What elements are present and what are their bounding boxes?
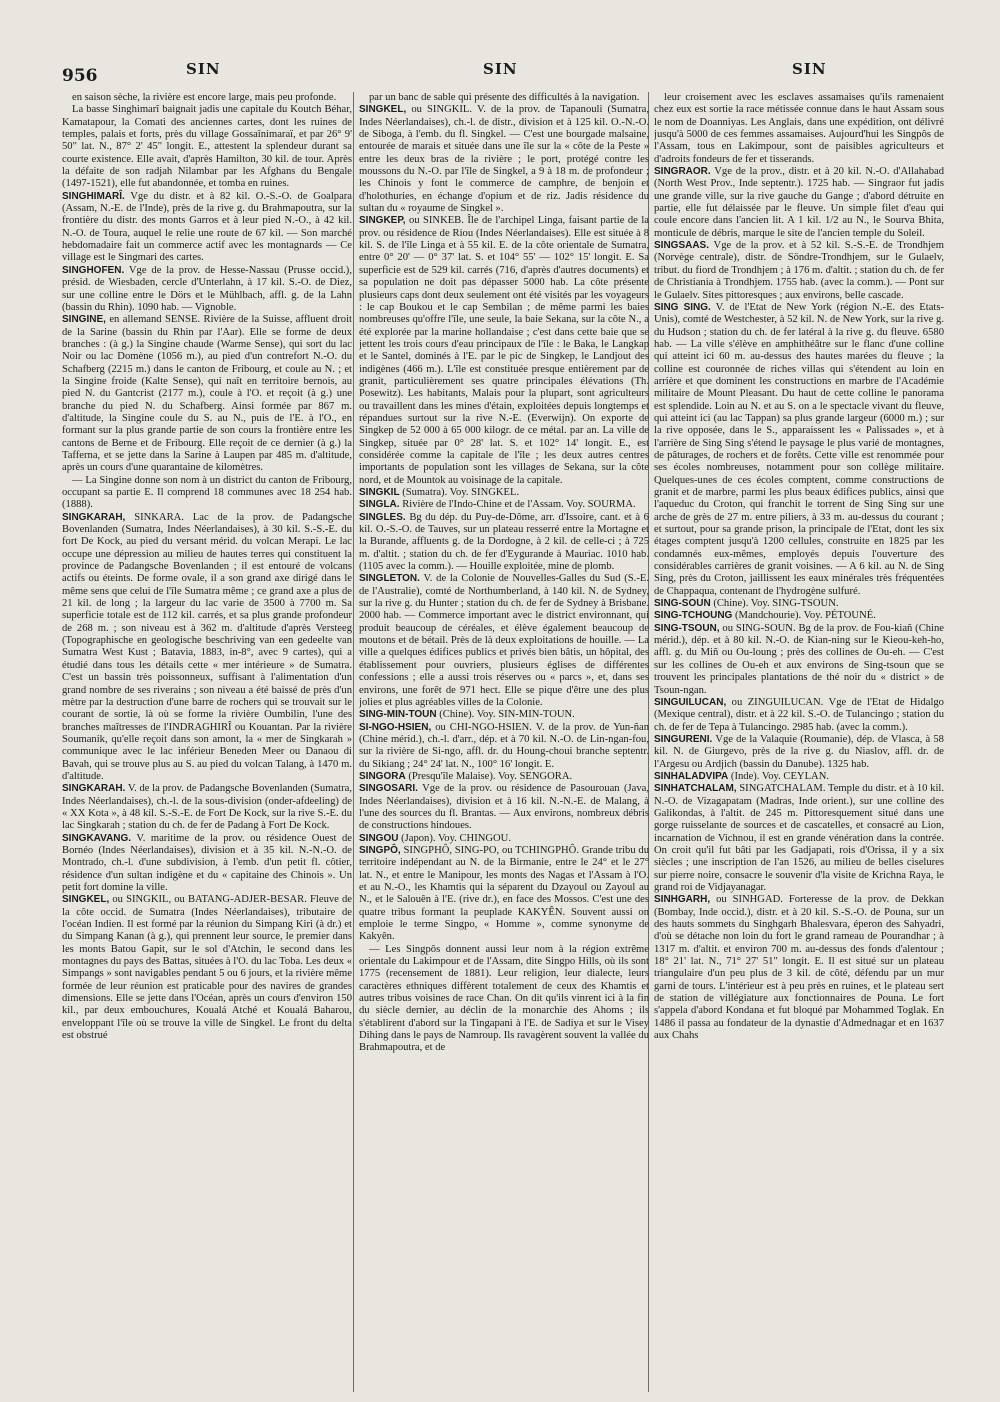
entry-text: SINKARA. Lac de la prov. de Padangsche Bovenlanden (Sumatra, Indes Néerlandaises), à 30 kil. S.-S.-E. du fort De Kock, au pied du versant mérid. du volcan Merapi. Le lac occupe une dépression au milieu de hautes terres qui constituent la province de Padangsche Bovenlanden ; il est entouré de volcans actifs ou éteints. De forme ovale, il a son grand axe dirigé dans le même sens que celui de l'île Sumatra même ; ce grand axe a plus de 21 kil. de long ; la largeur du lac varie de 3500 à 7700 m. Sa superficie totale est de 112 kil. carrés, et sa plus grande profondeur de 268 m. ; son niveau est à 362 m. d'altitude d'après Versteeg (Topographische en geologische beschriving van een gedeelte van Sumatra West Kust ; Batavia, 1883, in-8°, avec 9 cartes), qui a étudié dans tous les détails cette « mer intérieure » de Sumatra. C'est un bassin très poissonneux, suffisant à l'alimentation d'un grand nombre de ses riverains ; son niveau a été baissé de près d'un mètre par la destruction d'une barre de rochers qui se trouvait sur le courant de sortie, là où se forme la rivière Oumbilin, l'une des branches maîtresses de l'INDRAGHIRÎ ou Kouantan. Par la rivière Soumanik, qu'elle reçoit dans son amont, la « mer de Singkarah » communique avec le lac inférieur Beneden Meer ou Danaou di Bavah, qui se trouve plus au S. au pied du volcan Talang, à 1470 m. d'altitude.: [62, 511, 352, 782]
dictionary-entry: [359, 512, 649, 574]
dictionary-entry: [654, 302, 944, 598]
dictionary-entry: [62, 833, 352, 895]
dictionary-entry: [654, 623, 944, 697]
entry-headword: SING SING.: [654, 301, 711, 313]
entry-text: par un banc de sable qui présente des difficultés à la navigation.: [369, 92, 640, 103]
entry-text: en saison sèche, la rivière est encore large, mais peu profonde.: [72, 92, 337, 103]
entry-text: SINGATCHALAM. Temple du distr. et à 10 kil. N.-O. de Vizagapatam (Madras, Inde orient.), sur une colline des Galikondas, à l'altit. de 245 m. Pittoresquement situé dans une gorge ruisselante de sources et de cascatelles, et consacré au Lion, incarnation de Vichnou, il est en grande vénération dans la contrée. On croit qu'il fut bâti par les Gadjapati, rois d'Orissa, il y a six siècles ; une inscription de l'an 1526, au milieu de belles ciselures sur pierre noire, consacre le souvenir d'la visite de Krichna Raya, le grand roi de Vidjayanagar.: [654, 783, 944, 893]
entry-text: — Les Singpôs donnent aussi leur nom à la région extrême orientale du Lakimpour et de l'Assam, dite Singpo Hills, où ils sont 1775 (recensement de 1881). Leur religion, leur dialecte, leurs caractères ethniques diffèrent totalement de ceux des Khamtis et autres tribus voisines de race Chan. On dit qu'ils vinrent ici à la fin du siècle dernier, au déclin de la monarchie des Ahoms ; ils s'établirent d'abord sur la Tingapani à l'E. de Sadiya et sur le Visey Dihing dans le pays de Namroup. Ils ravagèrent souvent la vallée du Brahmapoutra, et de: [359, 943, 649, 1054]
dictionary-entry: [654, 697, 944, 734]
entry-text: leur croisement avec les esclaves assamaises qu'ils ramenaient chez eux est sortie la race métissée connue dans le haut Assam sous le nom de Doanniyas. Les Anglais, dans une expédition, ont délivré jusqu'à 5000 de ces femmes assamaises. Aujourd'hui les Singpôs de l'Assam, tous en Lakimpour, sont de paisibles agriculteurs et d'adroits fondeurs de fer et tisserands.: [654, 92, 944, 165]
entry-text: Vge de la prov., distr. et à 20 kil. N.-O. d'Allahabad (North West Prov., Inde septentr.). 1725 hab. — Singraor fut jadis une grande ville, sur la rive gauche du Gange ; d'abord détruite en partie, elle fut délaissée par le fleuve. Un simple filet d'eau qui coule encore dans l'ancien lit. A 1 kil. 1/2 au N., le Sourva Bhita, monticule de débris, marque le site de l'ancien temple du Soleil.: [654, 166, 944, 239]
entry-headword: SINGOU: [359, 832, 399, 844]
entry-text: (Inde). Voy. CEYLAN.: [730, 770, 830, 782]
dictionary-entry: [62, 191, 352, 265]
entry-headword: SING-SOUN: [654, 598, 711, 610]
entry-text: (Chine). Voy. SIN-MIN-TOUN.: [439, 709, 575, 721]
dictionary-entry: [654, 783, 944, 894]
dictionary-entry: [654, 166, 944, 240]
entry-headword: SINGLES.: [359, 511, 406, 523]
dictionary-entry: [359, 104, 649, 215]
entry-paragraph: [62, 475, 352, 512]
dictionary-entry: [654, 771, 944, 783]
entry-headword: SINGKARAH,: [62, 511, 126, 523]
entry-headword: SINHATCHALAM,: [654, 783, 737, 795]
entry-text: ou ZINGUILUCAN. Vge de l'Etat de Hidalgo (Mexique central), distr. et à 22 kil. S.-O. de Tulancingo ; station du ch. de fer de Tepa à Tulancingo. 2985 hab. (avec la comm.).: [654, 696, 944, 733]
entry-headword: SINHALADVIPA: [654, 770, 729, 782]
entry-headword: SINGSAAS.: [654, 240, 710, 252]
entry-headword: SINGINE,: [62, 314, 106, 326]
entry-paragraph: [654, 92, 944, 166]
entry-headword: SINGKEL,: [62, 894, 110, 906]
entry-text: ou SINGKIL. V. de la prov. de Tapanouli (Sumatra, Indes Néerlandaises), ch.-l. de distr., division et à 125 kil. O.-N.-O. de Siboga, à l'emb. du fl. Singkel. — C'est une bourgade malsaine, entourée de marais et située dans une île sur la « côte de la Peste » entre les deux bras de la rivière ; le port, protégé contre les moussons du N.-O. par l'île de Singkel, a 9 à 18 m. de profondeur ; les Chinois y font le commerce de camphre, de benjoin et d'holothuries, en échange d'opium et de riz. Jadis résidence du sultan du « royaume de Singkel ».: [359, 104, 649, 215]
entry-headword: SINGRAOR.: [654, 166, 711, 178]
entry-text: (Chine). Voy. SING-TSOUN.: [713, 598, 839, 610]
entry-text: ou SINHGAD. Forteresse de la prov. de Dekkan (Bombay, Inde occid.), distr. et à 20 kil. S.-S.-O. de Pouna, sur un des hauts sommets du Singhgarh Bhalesvara, éperon des Sahyadri, d'où se détache non loin du fort le grand rameau de Pourandhar ; à 1317 m. d'altit. et environ 700 m. au-dessus des fonds d'alentour ; 18° 21' lat. N., 71° 27' 51" longit. E. Il est situé sur un plateau triangulaire d'un peu plus de 3 kil. de côté, défendu par un mur garni de tours. L'intérieur est à peu près en ruines, et le plateau sert de station de villégiature aux fonctionnaires de Pouna. Le fort s'appela d'abord Kondana et fut bloqué par Mohammed Toglak. En 1486 il passa au fondateur de la dynastie d'Admednagar et en 1637 aux Chahs: [654, 894, 944, 1042]
entry-headword: SINGPÔ,: [359, 844, 401, 856]
running-head-right: SIN: [792, 60, 827, 78]
dictionary-entry: [359, 487, 649, 499]
entry-text: (Japon). Voy. CHINGOU.: [401, 832, 511, 844]
entry-text: V. maritime de la prov. ou résidence Ouest de Bornéo (Indes Néerlandaises), division et à 35 kil. N.-N.-O. de Montrado, ch.-l. d'une subdivision, à l'emb. d'un petit fl. côtier, résidence d'un sultan indigène et du « capitaine des Chinois ». Un petit fort domine la ville.: [62, 832, 352, 893]
entry-headword: SINGUILUCAN,: [654, 696, 727, 708]
dictionary-entry: [654, 610, 944, 622]
dictionary-entry: [359, 573, 649, 709]
entry-text: — La Singine donne son nom à un district du canton de Fribourg, occupant sa partie E. Il comprend 18 communes avec 18 254 hab. (1888).: [62, 474, 352, 511]
entry-text: (Mandchourie). Voy. PÉTOUNÉ.: [735, 610, 876, 622]
dictionary-entry: [359, 215, 649, 487]
entry-text: (Sumatra). Voy. SINGKEL.: [402, 487, 520, 498]
entry-text: ou SINKEB. Île de l'archipel Linga, faisant partie de la prov. ou résidence de Riou (Indes Néerlandaises). Elle est située à 8 kil. S. de l'île Linga et à 55 kil. E. de la côte orientale de Sumatra, entre 0° 20' — 0° 37' lat. S. et 104° 55' — 102° 15' longit. E. Sa superficie est de 529 kil. carrés (716, d'après d'autres documents) et sa population ne doit pas dépasser 5000 hab. La côte présente plusieurs caps dont deux seulement ont été visités par les voyageurs : le cap Boukou et le cap Sembilan ; de même parmi les baies nombreuses qu'offre l'île, une seule, la baie Sekana, sur la côte N., a été explorée par la marine hollandaise ; c'est dans cette baie que se jettent les trois cours d'eau principaux de l'île : le Baka, le Langkap et le Santel, dominés à l'E. par le pic de Singkep, le Landjout des indigènes (466 m.). L'île est constituée presque entièrement par de granit, particulièrement ses quatre principales élévations (Th. Posewitz). Les habitants, Malais pour la plupart, sont agriculteurs ou travaillent dans les mines d'étain, exploitées depuis longtemps et répandues surtout sur la rive N.-E. (Everwijn). On exporte de Singkep de 52 000 à 65 000 kilogr. de ce métal. par an. La ville de Singkep, située par 0° 28' lat. S. et 102° 14' longit. E., est considérée comme la capitale de l'île ; les deux autres centres importants de population sont les villages de Sekana, sur la côte nord, et de Mountok au voisinage de la capitale.: [359, 215, 649, 486]
entry-text: La basse Singhimarî baignait jadis une capitale du Koutch Béhar, Kamatapour, la Comati des anciennes cartes, dont les ruines de temples, palais et forts, près du village Gossaînimaraï, et par 26° 9' 50" lat. N., 87° 2' 45" longit. E., attestent la splendeur durant sa courte existence. Elle avait, d'après Hamilton, 30 kil. de tour. Après la défaite de son radjah Nilambar par les Afghans du Bengale (1497-1521), elle fut abandonnée, et tomba en ruines.: [62, 104, 352, 190]
entry-text: Vge du distr. et à 82 kil. O.-S.-O. de Goalpara (Assam, N.-E. de l'Inde), près de la rive g. du Brahmapoutra, sur la frontière du distr. des monts Garros et à leur pied N.-O., à 42 kil. N.-O. de Toura, auquel le relie une route de 67 kil. — Son marché hebdomadaire fait un commerce actif avec les montagnards — Ce village est le Singmari des cartes.: [62, 190, 352, 264]
dictionary-entry: [62, 314, 352, 474]
entry-headword: SINGURENI.: [654, 733, 713, 745]
entry-headword: SINGOSARI.: [359, 783, 418, 795]
dictionary-entry: [62, 783, 352, 832]
entry-headword: SINGKEL,: [359, 104, 407, 116]
dictionary-entry: [654, 240, 944, 302]
dictionary-entry: [654, 734, 944, 771]
entry-headword: SINHGARH,: [654, 894, 711, 906]
entry-text: Vge de la Valaquie (Roumanie), dép. de Vlasca, à 58 kil. N. de Giurgevo, près de la rive g. du Niaslov, affl. dr. de l'Argesu ou Ardjich (bassin du Danube). 1325 hab.: [654, 733, 944, 770]
entry-headword: SINGKEP,: [359, 215, 406, 227]
text-column-3: [654, 92, 944, 1392]
entry-text: (Presqu'île Malaise). Voy. SENGORA.: [408, 770, 573, 782]
dictionary-entry: [62, 265, 352, 314]
entry-paragraph: [62, 104, 352, 190]
text-column-1: [62, 92, 352, 1392]
entry-text: ou CHI-NGO-HSIEN. V. de la prov. de Yun-ñan (Chine mérid.), ch.-l. d'arr., dép. et à 70 kil. N.-O. de Lin-ngan-fou, sur la rivière de Si-ngo, affl. dr. du Houng-choui branche septentr. du Sikiang ; 24° 24' lat. N., 100° 16' longit. E.: [359, 721, 649, 770]
entry-text: Vge de la prov. ou résidence de Pasourouan (Java, Indes Néerlandaises), division et à 16 kil. N.-N.-E. de Malang, à l'une des sources du fl. Brantas. — Aux environs, nombreux débris de constructions hindoues.: [359, 783, 649, 832]
dictionary-entry: [62, 512, 352, 784]
entry-text: en allemand SENSE. Rivière de la Suisse, affluent droit de la Sarine (bassin du Rhin par l'Aar). Elle se forme de deux branches : (à g.) la Singine chaude (Warme Sense), qui sort du lac Noir ou lac Domène (1056 m.), au pied d'un contrefort N.-O. du Schafberg (2215 m.) dans le canton de Fribourg, et coule au N. ; et la Singine froide (Kalte Sense), qui naît en territoire bernois, au pied N. du Gantcrist (2177 m.), coule à l'O. et reçoit (à g.) une branche du pied N. du Schafberg. Ainsi formée par 867 m. d'altitude, la Singine coule du S. au N., puis de l'E. à l'O., en formant sur la plus grande partie de son cours la frontière entre les cantons de Berne et de Fribourg. Elle reçoit de ce dernier (à g.) la Tafferna, et se jette dans la Sarine à Laupen par 485 m. d'altitude, après un cours d'une quarantaine de kilomètres.: [62, 314, 352, 474]
entry-headword: SINGLETON.: [359, 573, 420, 585]
entry-text: Rivière de l'Indo-Chine et de l'Assam. Voy. SOURMA.: [402, 499, 636, 511]
entry-text: V. de la Colonie de Nouvelles-Galles du Sud (S.-E. de l'Australie), comté de Northumberland, à 140 kil. N. de Sydney, sur la rive g. du Hunter ; station du ch. de fer de Sydney à Brisbane. 2000 hab. — Commerce important avec le district environnant, qui produit beaucoup de céréales, et élève également beaucoup de moutons et de bétail. Près de là deux exploitations de houille. — La ville a quelques édifices publics et privés bien bâtis, un hôpital, des établissement pour ouvriers, plusieurs églises de différentes confessions ; elle a aussi trois réserves ou « parcs », et, dans ses environs, une forêt de 971 hect. Elle se pique d'être une des plus jolies et plus agréables villes de la Colonie.: [359, 573, 649, 708]
entry-headword: SINGHIMARÎ.: [62, 190, 125, 202]
entry-headword: SING-TCHOUNG: [654, 610, 733, 622]
entry-paragraph: [359, 92, 649, 104]
column-divider: [353, 92, 354, 1392]
entry-text: Bg du dép. du Puy-de-Dôme, arr. d'Issoire, cant. et à 6 kil. O.-S.-O. de Tauves, sur un plateau resserré entre la Mortagne et la Burande, affluents g. de la Dordogne, à 2 kil. de celle-ci ; à 725 m. d'altit. ; station du ch. de fer d'Eygurande à Mauriac. 1010 hab. (1105 avec la comm.). — Houille exploitée, mine de plomb.: [359, 511, 649, 573]
dictionary-entry: [359, 771, 649, 783]
dictionary-entry: [359, 783, 649, 832]
dictionary-entry: [359, 833, 649, 845]
entry-headword: SING-MIN-TOUN: [359, 709, 437, 721]
entry-headword: SINGKAVANG.: [62, 832, 132, 844]
entry-paragraph: [359, 944, 649, 1055]
entry-paragraph: [62, 92, 352, 104]
entry-text: SINGPHÔ, SING-PO, ou TCHINGPHÔ. Grande tribu du territoire indépendant au N. de la Birmanie, entre le 24° et le 27° lat. N., et entre le Manipour, les monts des Nagas et l'Assam à l'O. et au N.-O., les Khamtis qui la séparent du Dzayoul ou Zayoul au N., et le Salouên à l'E. (rive dr.), en face des Mossos. C'est une des quatre tribus formant la peuplade KAKYÊN. Souvent aussi on emploie le terme Singpo, « Homme », comme synonyme de Kakyên.: [359, 844, 649, 943]
dictionary-entry: [359, 722, 649, 771]
running-head-left: SIN: [186, 60, 221, 78]
dictionary-entry: [359, 499, 649, 511]
entry-text: V. de la prov. de Padangsche Bovenlanden (Sumatra, Indes Néerlandaises), ch.-l. de la sous-division (onder-afdeeling) de « XX Kota », à 48 kil. S.-S.-E. de Fort De Kock, sur la rive S.-E. du lac Singkarah ; station du ch. de fer de Padang à Fort De Kock.: [62, 783, 352, 832]
entry-headword: SINGLA.: [359, 499, 400, 511]
entry-text: V. de l'Etat de New York (région N.-E. des Etats-Unis), comté de Westchester, à 52 kil. N. de New York, sur la rive g. du Hudson ; station du ch. de fer latéral à la rive g. du fleuve. 6580 hab. — La ville s'élève en amphithéâtre sur le flanc d'une colline qui atteint ici 60 m. au-dessus des hautes marées du fleuve ; la colline est couronnée de riches villas qui s'étendent au loin en arrière et que dominent les constructions en marbre de l'Académie militaire de Mount Pleasant. Du haut de cette colline le panorama est splendide. Loin au N. et au S. on a le spectacle vivant du fleuve, qui atteint ici (au lac Tappan) sa plus grande largeur (6000 m.) ; sur la rive opposée, dans le S., apparaissent les « Palissades », et à l'arrière de Sing Sing s'étend le paysage le plus varié de montagnes, de pâturages, de rochers et de forêts. Cette ville est renommée pour ses écoles nombreuses, notamment pour son collège militaire. Quelques-unes de ces écoles comptent, comme constructions de granit et de marbre, parmi les plus beaux édifices publics, ainsi que l'aqueduc du Croton, qui franchit le torrent de Sing Sing sur une arche de grès de 27 m. entre piliers, à 33 m. au-dessus du courant ; et surtout, pour sa grande prison, la principale de l'Etat, dont les six étages comptent jusqu'à 1200 cellules, construite en 1825 par les condamnés eux-mêmes, employés depuis l'ouverture des considérables carrières de granit voisines. — A 6 kil. au N. de Sing Sing, près du Croton, jaillissent les eaux minérales très fréquentées de Chappaqua, contenant de l'hydrogène sulfuré.: [654, 301, 944, 597]
entry-headword: SING-TSOUN,: [654, 622, 720, 634]
entry-text: ou SINGKIL, ou BATANG-ADJER-BESAR. Fleuve de la côte occid. de Sumatra (Indes Néerlandaises), tributaire de l'océan Indien. Il est formé par la réunion du Simpang Kiri (à dr.) et du Simpang Kanan (à g.), qui prennent leur source, le premier dans les monts Batou Gapit, sur le sol d'Atchin, le second dans les montagnes du pays des Battas, situées à l'O. du lac Toba. Les deux « Simpangs » sont navigables pendant 5 ou 6 jours, et la rivière même formée de leur réunion est praticable pour des navires de grandes dimensions. Elle se jette dans l'Océan, après un cours d'environ 150 kil., par deux embouchures, Koualá Atché et Koualá Baharou, enveloppant l'île où se trouve la ville de Singkel. Le front du delta est obstrué: [62, 894, 352, 1042]
entry-headword: SINGHOFEN.: [62, 264, 125, 276]
dictionary-entry: [359, 709, 649, 721]
dictionary-entry: [654, 894, 944, 1042]
entry-headword: SINGKIL: [359, 487, 400, 498]
entry-headword: SINGKARAH.: [62, 783, 126, 795]
page-number: 956: [62, 66, 98, 86]
entry-text: ou SING-SOUN. Bg de la prov. de Fou-kiañ (Chine mérid.), dép. et à 80 kil. N.-O. de Kian-ning sur le Kieou-keh-ho, affl. g. du Miñ ou Ou-loung ; près des collines de Ou-eh. — C'est sur les collines de Ou-eh et aux environs de Sing-tsoun que se trouvent les principales plantations de thé noir du « district » de Tsoun-ngan.: [654, 622, 944, 696]
entry-text: Vge de la prov. et à 52 kil. S.-S.-E. de Trondhjem (Norvège centrale), distr. de Söndre-Trondhjem, sur le Gulaelv, tribut. du fiord de Trondhjem ; à 176 m. d'altit. ; station du ch. de fer de Christiania à Trondhjem. 1755 hab. (avec la comm.). — Pont sur le Gulaelv. Sites pittoresques ; aux environs, belle cascade.: [654, 240, 944, 301]
running-head-center: SIN: [483, 60, 518, 78]
entry-headword: SI-NGO-HSIEN,: [359, 721, 432, 733]
text-column-2: [359, 92, 649, 1392]
dictionary-entry: [359, 845, 649, 944]
dictionary-entry: [62, 894, 352, 1042]
entry-headword: SINGORA: [359, 770, 406, 782]
dictionary-entry: [654, 598, 944, 610]
entry-text: Vge de la prov. de Hesse-Nassau (Prusse occid.), présid. de Wiesbaden, cercle d'Unterlahn, à 17 kil. S.-O. de Diez, sur une colline entre le Dörs et le Mühlbach, affl. g. de la Lahn (bassin du Rhin). 1090 hab. — Vignoble.: [62, 264, 352, 313]
